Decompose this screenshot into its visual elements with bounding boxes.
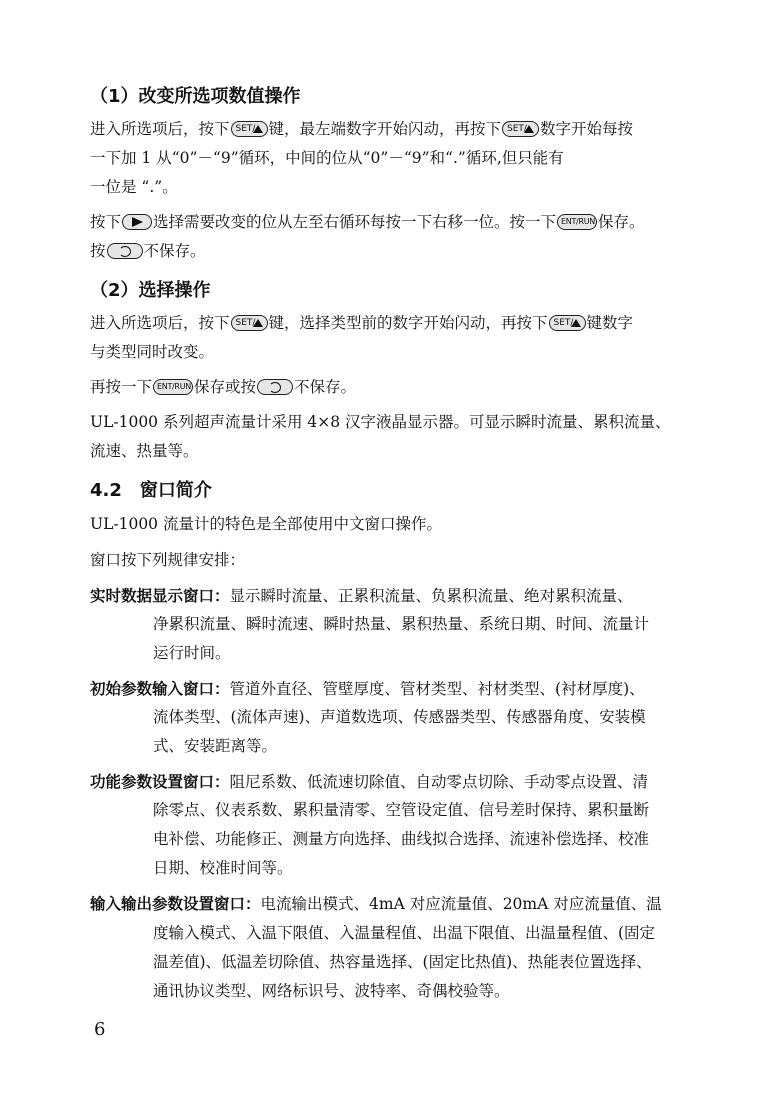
list-item-line: 度输入模式、入温下限值、入温量程值、出温下限值、出温量程值、(固定 bbox=[153, 924, 656, 942]
list-item-label-line bbox=[90, 771, 648, 793]
text: 保存。 bbox=[598, 213, 645, 231]
text: 再按一下 bbox=[90, 378, 153, 396]
set-up-key-icon: SET/ bbox=[502, 121, 539, 137]
paragraph-line: 一下加 1 从“0”－“9”循环，中间的位从“0”－“9”和“.”循环,但只能有 bbox=[90, 149, 564, 167]
list-item-line: 温差值)、低温差切除值、热容量选择、(固定比热值)、热能表位置选择、 bbox=[153, 953, 652, 971]
text: 键，选择类型前的数字开始闪动，再按下 bbox=[268, 314, 548, 332]
list-item-label-line bbox=[90, 585, 633, 607]
paragraph-line: UL-1000 系列超声流量计采用 4×8 汉字液晶显示器。可显示瞬时流量、累积流量、 bbox=[90, 413, 671, 431]
list-item-line: 流体类型、(流体声速)、声道数选项、传感器类型、传感器角度、安装模 bbox=[153, 708, 646, 726]
list-item-line: 运行时间。 bbox=[153, 644, 231, 662]
text: 管道外直径、管壁厚度、管材类型、衬材类型、(衬材厚度)、 bbox=[229, 680, 645, 698]
section-heading-window: 4.2 窗口简介 bbox=[90, 480, 212, 501]
text: 键，最左端数字开始闪动，再按下 bbox=[268, 120, 502, 138]
list-item-line: 电补偿、功能修正、测量方向选择、曲线拟合选择、流速补偿选择、校准 bbox=[153, 830, 650, 848]
paragraph-line bbox=[90, 312, 633, 334]
text: 阻尼系数、低流速切除值、自动零点切除、手动零点设置、清 bbox=[229, 773, 649, 791]
list-item-line: 式、安装距离等。 bbox=[153, 737, 278, 755]
paragraph-line bbox=[90, 118, 633, 140]
text: 显示瞬时流量、正累积流量、负累积流量、绝对累积流量、 bbox=[229, 587, 633, 605]
list-item-line: 通讯协议类型、网络标识号、波特率、奇偶校验等。 bbox=[153, 982, 510, 1000]
return-key-icon bbox=[107, 243, 143, 259]
set-up-key-icon: SET/ bbox=[231, 121, 268, 137]
set-up-key-icon: SET/ bbox=[549, 315, 586, 331]
list-item-line: 日期、校准时间等。 bbox=[153, 859, 293, 877]
paragraph-line: 与类型同时改变。 bbox=[90, 343, 215, 361]
list-item-label-line bbox=[90, 893, 662, 915]
list-item-label-line bbox=[90, 678, 645, 700]
paragraph-line: UL-1000 流量计的特色是全部使用中文窗口操作。 bbox=[90, 515, 442, 533]
list-item-label: 功能参数设置窗口： bbox=[90, 773, 230, 791]
text: 数字开始每按 bbox=[540, 120, 634, 138]
list-item-label: 输入输出参数设置窗口： bbox=[90, 895, 261, 913]
list-item-line: 净累积流量、瞬时流速、瞬时热量、累积热量、系统日期、时间、流量计 bbox=[153, 615, 650, 633]
paragraph-line bbox=[90, 376, 356, 398]
ent-run-key-icon: ENT/RUN bbox=[557, 214, 597, 230]
ent-run-key-icon: ENT/RUN bbox=[153, 379, 193, 395]
section-heading-modify: （1）改变所选项数值操作 bbox=[90, 86, 301, 107]
right-arrow-key-icon bbox=[122, 214, 152, 230]
text: 电流输出模式、4mA 对应流量值、20mA 对应流量值、温 bbox=[260, 895, 662, 913]
paragraph-line bbox=[90, 240, 206, 262]
text: 进入所选项后，按下 bbox=[90, 120, 230, 138]
set-up-key-icon: SET/ bbox=[231, 315, 268, 331]
return-key-icon bbox=[257, 379, 293, 395]
text: 不保存。 bbox=[143, 242, 206, 260]
paragraph-line: 流速、热量等。 bbox=[90, 442, 199, 460]
text: 按 bbox=[90, 242, 106, 260]
list-item-label: 初始参数输入窗口： bbox=[90, 680, 230, 698]
list-item-label: 实时数据显示窗口： bbox=[90, 587, 230, 605]
section-heading-select: （2）选择操作 bbox=[90, 280, 211, 301]
text: 保存或按 bbox=[194, 378, 257, 396]
paragraph-line: 一位是 “.”。 bbox=[90, 178, 178, 196]
text: 不保存。 bbox=[294, 378, 357, 396]
text: 按下 bbox=[90, 213, 122, 231]
text: 键数字 bbox=[586, 314, 634, 332]
list-item-line: 除零点、仪表系数、累积量清零、空管设定值、信号差时保持、累积量断 bbox=[153, 801, 650, 819]
paragraph-line bbox=[90, 211, 645, 233]
text: 进入所选项后，按下 bbox=[90, 314, 230, 332]
text: 选择需要改变的位从左至右循环每按一下右移一位。按一下 bbox=[153, 213, 557, 231]
paragraph-line: 窗口按下列规律安排： bbox=[90, 551, 246, 569]
page-number: 6 bbox=[94, 1019, 106, 1040]
